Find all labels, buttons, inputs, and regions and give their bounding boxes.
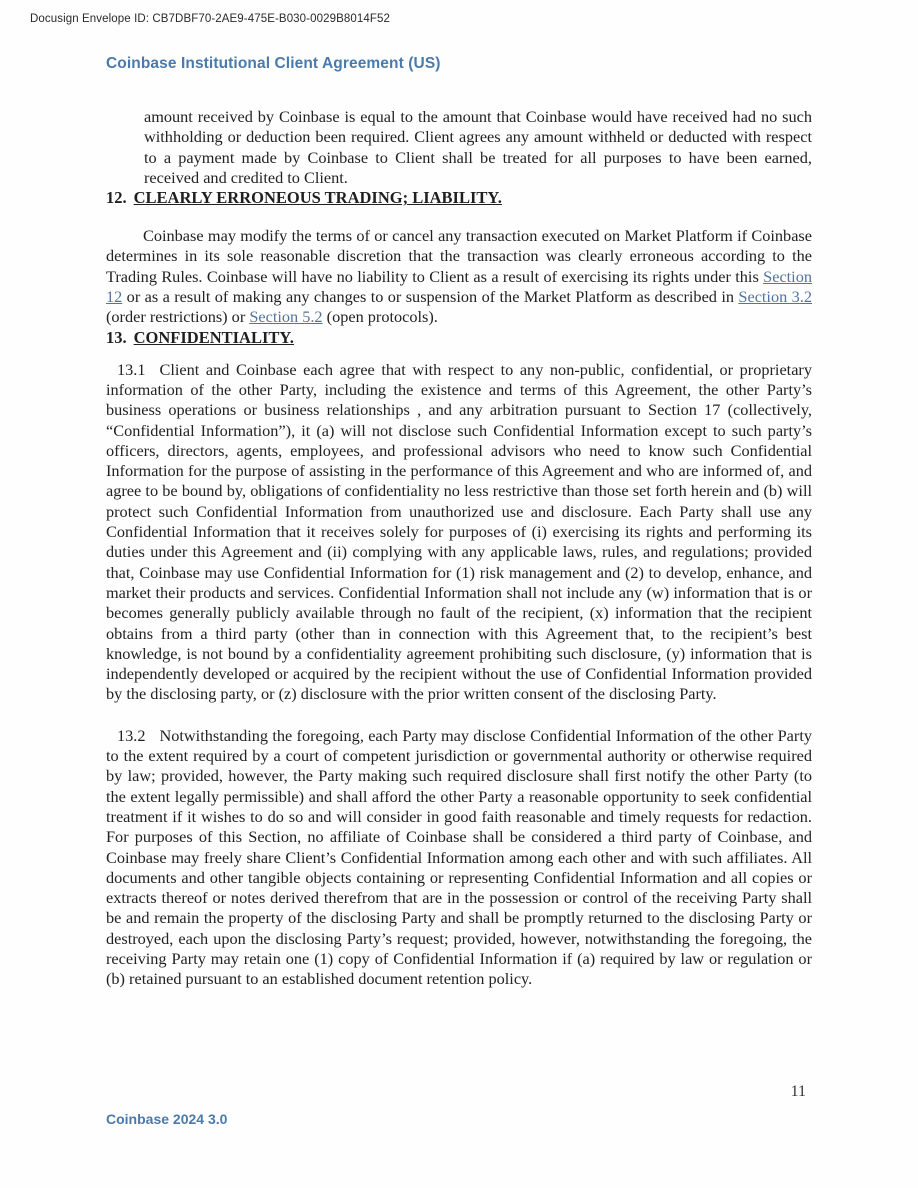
section-13-title: CONFIDENTIALITY. <box>133 327 294 347</box>
clause-13-2-text: Notwithstanding the foregoing, each Party may disclose Confidential Information of the other Party to the extent required by a court of competent jurisdiction or governmental authority or otherwise required by law; provided, however, the Party making such required disclosure shall first notify the other Party (to the extent legally permissible) and shall afford the other Party a reasonable opportunity to seek confidential treatment if it wishes to do so and will consider in good faith reasonable and timely requests for redaction. For purposes of this Section, no affiliate of Coinbase shall be considered a third party of Coinbase, and Coinbase may freely share Client’s Confidential Information among each other and with such affiliates. All documents and other tangible objects containing or representing Confidential Information and all copies or extracts thereof or notes derived therefrom that are in the possession or control of the receiving Party shall be and remain the property of the disclosing Party and shall be promptly returned to the disclosing Party or destroyed, each upon the disclosing Party’s request; provided, however, notwithstanding the foregoing, the receiving Party may retain one (1) copy of Confidential Information if (a) required by law or regulation or (b) retained pursuant to an established document retention policy. <box>106 725 812 989</box>
section-3-2-link[interactable]: Section 3.2 <box>738 287 812 307</box>
section-12-heading <box>106 188 812 207</box>
footer-version-label: Coinbase 2024 3.0 <box>106 1111 228 1127</box>
section-5-2-link[interactable]: Section 5.2 <box>249 307 323 327</box>
paragraph-text: (open protocols). <box>322 307 438 327</box>
intro-paragraph: amount received by Coinbase is equal to the amount that Coinbase would have received had no such withholding or deduction been required. Client agrees any amount withheld or deducted with respect to a payment made by Coinbase to Client shall be treated for all purposes to have been earned, received and credited to Client. <box>144 107 812 187</box>
docusign-envelope-id: Docusign Envelope ID: CB7DBF70-2AE9-475E-B030-0029B8014F52 <box>30 13 390 25</box>
clause-13-2-number: 13.2 <box>117 725 146 745</box>
document-body <box>106 55 812 990</box>
section-13-heading <box>106 328 812 347</box>
section-12-link[interactable]: Section 12 <box>106 266 812 307</box>
paragraph-text: or as a result of making any changes to or suspension of the Market Platform as described in <box>122 287 739 307</box>
document-title: Coinbase Institutional Client Agreement (US) <box>106 55 441 72</box>
section-12-paragraph <box>106 226 812 327</box>
section-13-number: 13. <box>106 327 127 347</box>
clause-13-2-paragraph <box>106 726 812 990</box>
paragraph-text: Coinbase may modify the terms of or cancel any transaction executed on Market Platform if Coinbase determines in its sole reasonable discretion that the transaction was clearly erroneous according to the Trading Rules. Coinbase will have no liability to Client as a result of exercising its rights under this <box>106 226 812 286</box>
clause-13-1-number: 13.1 <box>117 359 146 379</box>
section-12-number: 12. <box>106 188 127 208</box>
clause-13-1-text: Client and Coinbase each agree that with respect to any non-public, confidential, or proprietary information of the other Party, including the existence and terms of this Agreement, the other Party’s business operations or business relationships , and any arbitration pursuant to Section 17 (collectively, “Confidential Information”), it (a) will not disclose such Confidential Information except to such party’s officers, directors, agents, employees, and professional advisors who need to know such Confidential Information for the purpose of assisting in the performance of this Agreement and who are informed of, and agree to be bound by, obligations of confidentiality no less restrictive than those set forth herein and (b) will protect such Confidential Information from unauthorized use and disclosure. Each Party shall use any Confidential Information that it receives solely for purposes of (i) exercising its rights and performing its duties under this Agreement and (ii) complying with any applicable laws, rules, and regulations; provided that, Coinbase may use Confidential Information for (1) risk management and (2) to develop, enhance, and market their products and services. Confidential Information shall not include any (w) information that is or becomes generally publicly available through no fault of the recipient, (x) information that the recipient obtains from a third party (other than in connection with this Agreement that, to the recipient’s best knowledge, is not bound by a confidentiality agreement prohibiting such disclosure, (y) information that is independently developed or acquired by the recipient without the use of Confidential Information provided by the disclosing party, or (z) disclosure with the prior written consent of the disclosing Party. <box>106 359 812 704</box>
clause-13-1-paragraph <box>106 360 812 705</box>
paragraph-text: (order restrictions) or <box>106 307 250 327</box>
page-number: 11 <box>790 1083 806 1100</box>
section-12-title: CLEARLY ERRONEOUS TRADING; LIABILITY. <box>133 188 502 208</box>
